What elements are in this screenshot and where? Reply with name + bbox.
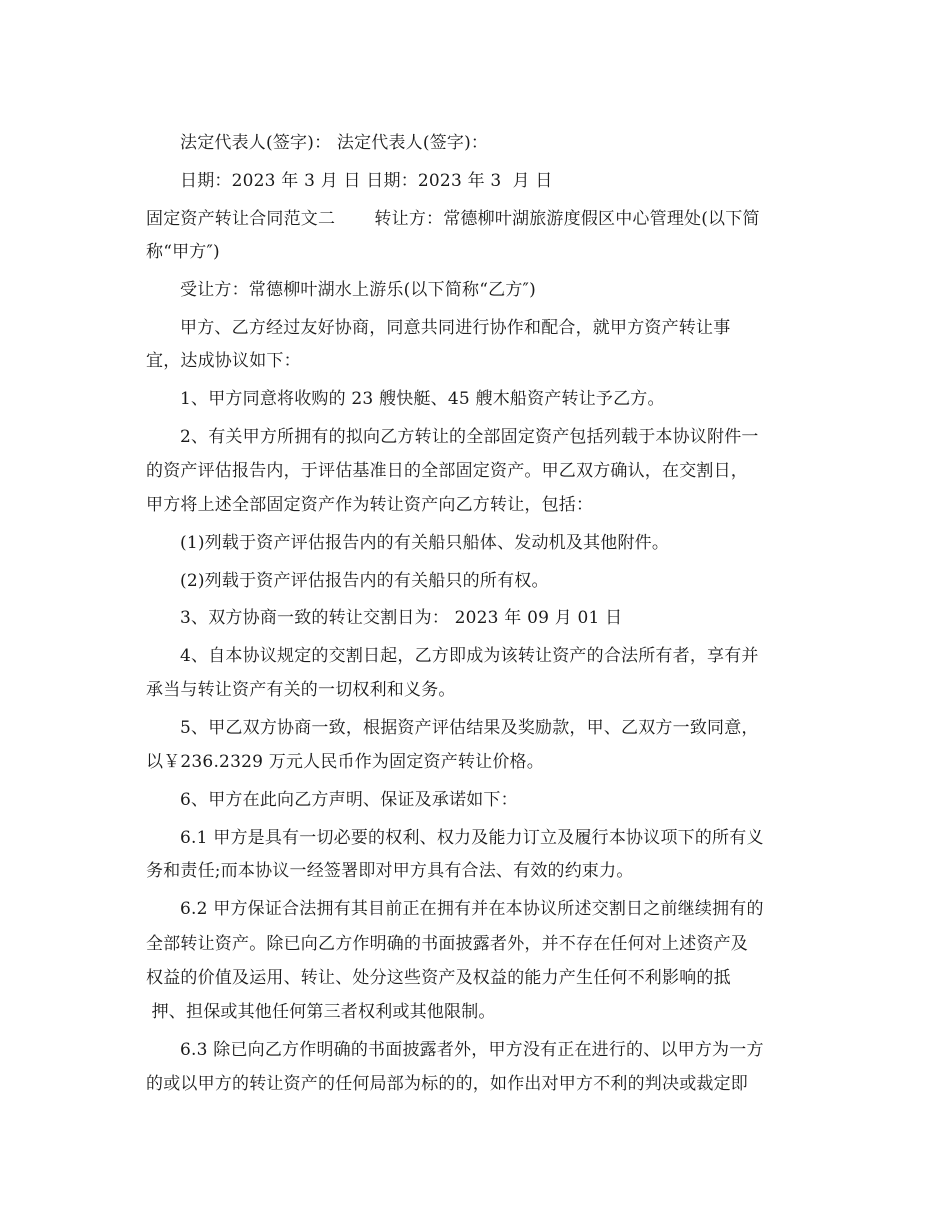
contract-title-line: 固定资产转让合同范文二 转让方：常德柳叶湖旅游度假区中心管理处(以下简 — [146, 209, 760, 229]
clause-6-2: 6.2 甲方保证合法拥有其目前正在拥有并在本协议所述交割日之前继续拥有的 — [180, 899, 764, 919]
signature-line: 法定代表人(签字)： 法定代表人(签字)： — [180, 133, 489, 153]
text-line: 务和责任;而本协议一经签署即对甲方具有合法、有效的约束力。 — [146, 861, 634, 881]
text-line: 权益的价值及运用、转让、处分这些资产及权益的能力产生任何不利影响的抵 — [146, 968, 731, 988]
date-line: 日期：2023 年 3 月 日 日期：2023 年 3 月 日 — [180, 171, 553, 191]
clause-2-item-1: (1)列载于资产评估报告内的有关船只船体、发动机及其他附件。 — [180, 533, 670, 553]
clause-3: 3、双方协商一致的转让交割日为： 2023 年 09 月 01 日 — [180, 608, 623, 628]
text-line: 甲方将上述全部固定资产作为转让资产向乙方转让，包括： — [146, 495, 594, 515]
text-line: 称“甲方″) — [146, 242, 220, 262]
clause-2: 2、有关甲方所拥有的拟向乙方转让的全部固定资产包括列载于本协议附件一 — [180, 427, 759, 447]
clause-1: 1、甲方同意将收购的 23 艘快艇、45 艘木船资产转让予乙方。 — [180, 389, 665, 409]
text-line: 的或以甲方的转让资产的任何局部为标的的，如作出对甲方不利的判决或裁定即 — [146, 1074, 748, 1094]
text-line: 宜，达成协议如下： — [146, 351, 301, 371]
text-line: 甲方、乙方经过友好协商，同意共同进行协作和配合，就甲方资产转让事 — [180, 318, 731, 338]
text-line: 受让方：常德柳叶湖水上游乐(以下简称“乙方″) — [180, 280, 536, 300]
text-line: 全部转让资产。除已向乙方作明确的书面披露者外，并不存在任何对上述资产及 — [146, 934, 748, 954]
clause-6: 6、甲方在此向乙方声明、保证及承诺如下： — [180, 790, 518, 810]
text-line: 的资产评估报告内，于评估基准日的全部固定资产。甲乙双方确认，在交割日， — [146, 461, 748, 481]
text-line: 押、担保或其他任何第三者权利或其他限制。 — [146, 1002, 496, 1022]
clause-6-1: 6.1 甲方是具有一切必要的权利、权力及能力订立及履行本协议项下的所有义 — [180, 828, 764, 848]
clause-5: 5、甲乙双方协商一致，根据资产评估结果及奖励款，甲、乙双方一致同意， — [180, 718, 759, 738]
text-line: 以￥236.2329 万元人民币作为固定资产转让价格。 — [146, 752, 544, 772]
clause-6-3: 6.3 除已向乙方作明确的书面披露者外，甲方没有正在进行的、以甲方为一方 — [180, 1040, 764, 1060]
clause-2-item-2: (2)列载于资产评估报告内的有关船只的所有权。 — [180, 571, 549, 591]
clause-4: 4、自本协议规定的交割日起，乙方即成为该转让资产的合法所有者，享有并 — [180, 646, 759, 666]
text-line: 承当与转让资产有关的一切权利和义务。 — [146, 680, 456, 700]
